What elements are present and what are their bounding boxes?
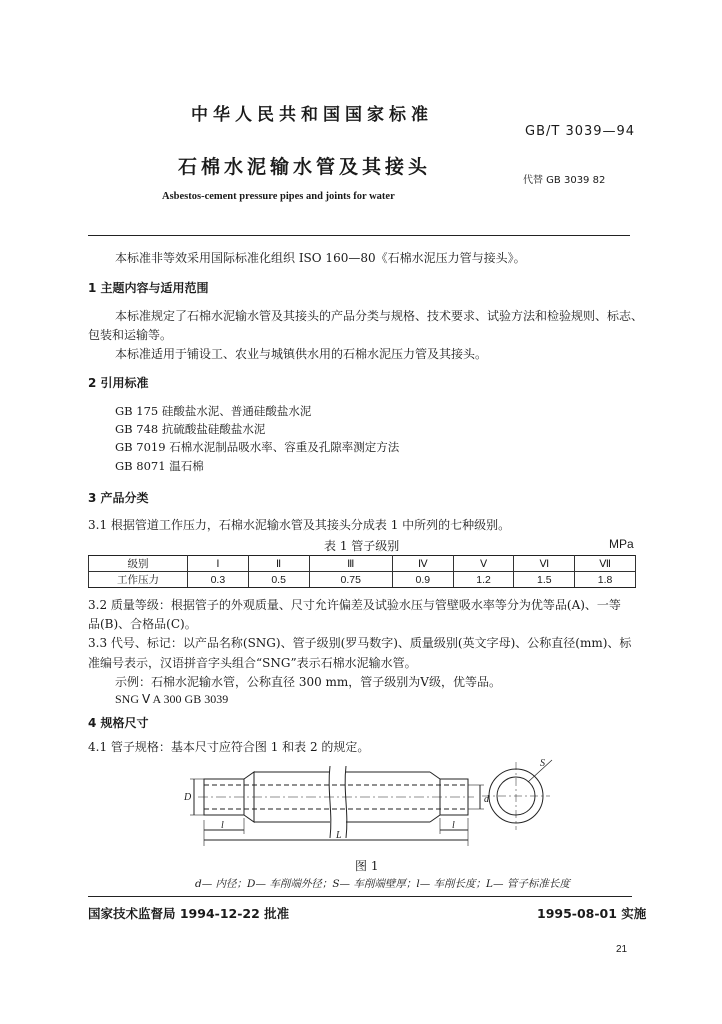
table-cell: Ⅴ xyxy=(453,556,514,572)
table-row xyxy=(89,556,636,572)
reference-item: GB 175 硅酸盐水泥、普通硅酸盐水泥 xyxy=(115,404,312,418)
table-cell: Ⅶ xyxy=(575,556,636,572)
dimension-label-S: S xyxy=(540,758,545,769)
reference-item: GB 7019 石棉水泥制品吸水率、容重及孔隙率测定方法 xyxy=(115,440,400,454)
table-row xyxy=(89,572,636,588)
pipe-grade-table xyxy=(88,555,636,588)
table-cell: Ⅰ xyxy=(188,556,249,572)
table-cell: Ⅱ xyxy=(248,556,309,572)
replaces-standard: 代替 GB 3039 82 xyxy=(523,175,606,186)
dimension-label-L: L xyxy=(336,830,342,841)
section-3-2-line-1: 3.2 质量等级：根据管子的外观质量、尺寸允许偏差及试验水压与管壁吸水率等分为优等品(A)、一等 xyxy=(88,598,621,612)
marking-example-code: SNG Ⅴ A 300 GB 3039 xyxy=(115,692,229,706)
dimension-label-l-left: l xyxy=(221,820,224,831)
table-cell: 工作压力 xyxy=(89,572,188,588)
section-1-paragraph-1-line-2: 包装和运输等。 xyxy=(88,328,173,342)
table-1-caption: 表 1 管子级别 xyxy=(324,539,400,553)
table-cell: Ⅲ xyxy=(309,556,392,572)
marking-example: 示例：石棉水泥输水管，公称直径 300 mm，管子级别为Ⅴ级，优等品。 xyxy=(115,675,501,689)
figure-1-legend: d— 内径；D— 车削端外径；S— 车削端壁厚；l— 车削长度；L— 管子标准长度 xyxy=(195,878,570,890)
table-cell: Ⅵ xyxy=(514,556,575,572)
section-3-2-line-2: 品(B)、合格品(C)。 xyxy=(88,617,197,631)
page-number: 21 xyxy=(616,944,628,955)
header-rule xyxy=(88,235,630,236)
table-cell: Ⅳ xyxy=(392,556,453,572)
english-title: Asbestos-cement pressure pipes and joints for water xyxy=(162,191,395,202)
table-cell: 0.9 xyxy=(392,572,453,588)
section-3-3-line-2: 准编号表示，汉语拼音字头组合“SNG”表示石棉水泥输水管。 xyxy=(88,656,417,670)
table-cell: 0.3 xyxy=(188,572,249,588)
section-3-1-paragraph: 3.1 根据管道工作压力，石棉水泥输水管及其接头分成表 1 中所列的七种级别。 xyxy=(88,518,511,532)
table-cell: 0.75 xyxy=(309,572,392,588)
section-1-paragraph-2: 本标准适用于铺设工、农业与城镇供水用的石棉水泥压力管及其接头。 xyxy=(115,347,488,361)
section-4-1-paragraph: 4.1 管子规格：基本尺寸应符合图 1 和表 2 的规定。 xyxy=(88,740,370,754)
approval-date: 国家技术监督局 1994-12-22 批准 xyxy=(88,906,290,921)
intro-paragraph: 本标准非等效采用国际标准化组织 ISO 160—80《石棉水泥压力管与接头》。 xyxy=(115,251,526,265)
effective-date: 1995-08-01 实施 xyxy=(537,906,647,921)
section-3-heading: 3 产品分类 xyxy=(88,491,149,505)
section-4-heading: 4 规格尺寸 xyxy=(88,716,149,730)
table-1-unit: MPa xyxy=(609,537,634,551)
figure-1-caption: 图 1 xyxy=(355,859,379,873)
dimension-label-l-right: l xyxy=(452,820,455,831)
table-cell: 1.8 xyxy=(575,572,636,588)
pipe-drawing-figure xyxy=(180,752,560,852)
section-1-heading: 1 主题内容与适用范围 xyxy=(88,281,209,295)
national-standard-title: 中华人民共和国国家标准 xyxy=(191,105,433,125)
table-cell: 级别 xyxy=(89,556,188,572)
table-cell: 0.5 xyxy=(248,572,309,588)
section-3-3-line-1: 3.3 代号、标记：以产品名称(SNG)、管子级别(罗马数字)、质量级别(英文字母)、公称直径(mm)、标 xyxy=(88,636,632,650)
reference-item: GB 8071 温石棉 xyxy=(115,459,204,473)
document-title: 石棉水泥输水管及其接头 xyxy=(178,156,432,178)
table-cell: 1.5 xyxy=(514,572,575,588)
table-cell: 1.2 xyxy=(453,572,514,588)
dimension-label-D: D xyxy=(184,792,192,803)
reference-item: GB 748 抗硫酸盐硅酸盐水泥 xyxy=(115,422,266,436)
dimension-label-d: d xyxy=(484,794,489,805)
footer-rule xyxy=(88,896,632,897)
section-2-heading: 2 引用标准 xyxy=(88,376,149,390)
section-1-paragraph-1-line-1: 本标准规定了石棉水泥输水管及其接头的产品分类与规格、技术要求、试验方法和检验规则、标志、 xyxy=(115,309,644,323)
standard-number: GB/T 3039—94 xyxy=(525,124,636,139)
